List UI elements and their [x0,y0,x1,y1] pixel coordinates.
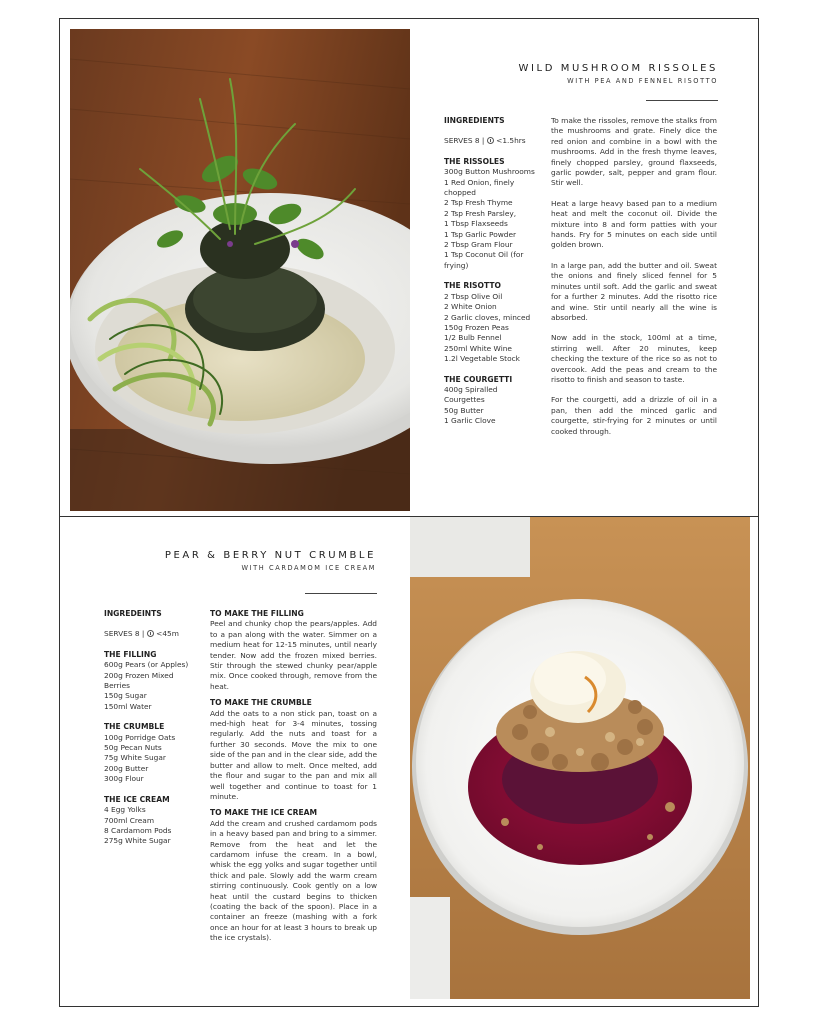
ingredient-item: 1 Tsp Coconut Oil (for frying) [444,250,524,270]
serves-text: SERVES 8 | [104,629,145,639]
mushroom-rissoles-illustration [70,29,410,511]
ingredient-item: 1 Red Onion, finely chopped [444,177,515,198]
ingredient-item: 250ml White Wine [444,343,512,353]
ingredient-item: 200g Butter [104,763,149,773]
serves-line [104,629,200,639]
ingredient-item: 8 Cardamom Pods [104,825,172,835]
ingredient-item: 2 Tbsp Gram Flour [444,240,513,250]
method-paragraph: In a large pan, add the butter and oil. Sweat the onions and finely sliced fennel for 5 minutes until soft. Add the garlic and sweat for a further 2 minutes. Add the risotto rice and wine. Stir until nearly all the wine is absorbed. [551,260,717,322]
ingredient-item: 100g Porridge Oats [104,732,176,742]
ingredient-item: 600g Pears (or Apples) [104,660,189,670]
ingredient-item: 1.2l Vegetable Stock [444,354,520,364]
group-heading: THE FILLING [104,649,157,659]
nut-crumble-illustration [410,517,750,999]
ingredient-item: 50g Pecan Nuts [104,743,162,753]
nut-crumble-photo [410,517,750,999]
ingredient-item: 1 Garlic Clove [444,416,496,426]
method-heading: TO MAKE THE FILLING [210,609,304,618]
method-paragraph: Heat a large heavy based pan to a medium heat and melt the coconut oil. Divide the mixture into 8 and form patties with your hands. Fry for 5 minutes on each side until golden brown. [551,198,717,250]
ingredient-item: 50g Butter [444,405,484,415]
recipe-title: WILD MUSHROOM RISSOLES [518,63,718,74]
ingredient-item: 2 White Onion [444,302,497,312]
serves-text: SERVES 8 | [444,136,485,146]
mushroom-rissoles-photo [70,29,410,511]
method-heading: TO MAKE THE ICE CREAM [210,808,318,818]
ingredients-heading: IINGREDIENTS [444,116,505,125]
serves-line [444,136,540,146]
group-heading: THE RISOTTO [444,281,501,291]
ingredient-item: 1 Tsp Garlic Powder [444,229,517,239]
method-paragraph: For the courgetti, add a drizzle of oil in a pan, then add the minced garlic and courgette, stir-frying for 2 minutes or until cooked through. [551,395,717,436]
ingredient-item: 150g Sugar [104,691,147,701]
method-paragraph: Peel and chunky chop the pears/apples. Add to a pan along with the water. Simmer on a medium heat for 12-15 minutes, until nearly tender. Now add the frozen mixed berries. Stir through the stewed chunky pear/apple mix. Once cooked through, remove from the heat. [210,619,377,691]
method-paragraph: To make the rissoles, remove the stalks from the mushrooms and grate. Finely dice the red onion and combine in a bowl with the mushrooms. Add in the fresh thyme leaves, finely chopped parsley, ground flaxseeds, garlic powder, salt, pepper and gram flour. Stir well. [551,116,717,188]
method-paragraph: Add the oats to a non stick pan, toast on a med-high heat for 3-4 minutes, tossing regularly. Add the nuts and toast for a further 30 seconds. Move the mix to one side of the pan and in the clear side, add the butter and allow to melt. Once melted, add the flour and sugar to the pan and mix all well together and continue to toast for 1 minute. [210,708,377,801]
ingredient-item: 2 Tsp Fresh Thyme [444,198,513,208]
recipe-page-nut-crumble [59,517,759,1007]
ingredient-item: 150g Frozen Peas [444,322,509,332]
ingredient-item: 200g Frozen Mixed Berries [104,670,174,691]
recipe-title: PEAR & BERRY NUT CRUMBLE [164,550,376,561]
clock-icon [487,137,494,144]
ingredient-item: 1 Tbsp Flaxseeds [444,219,508,229]
ingredient-item: 150ml Water [104,701,152,711]
title-underline [305,593,377,594]
ingredient-item: 300g Flour [104,774,144,784]
method-column [551,116,717,437]
group-heading: THE COURGETTI [444,374,513,384]
method-paragraph: Add the cream and crushed cardamom pods in a heavy based pan and bring to a simmer. Remove from the heat and let the cardamom infuse the cream. In a bowl, whisk the egg yolks and sugar together until thick and pale. Slowly add the warm cream stirring continuously. Cook gently on a low heat until the custard begins to thicken (coating the back of the spoon). Place in a container an freeze (mashing with a fork once an hour for at least 3 hours to break up the ice crystals). [210,818,377,943]
clock-icon [147,630,154,637]
group-heading: THE RISSOLES [444,156,505,166]
recipe-subtitle: WITH PEA AND FENNEL RISOTTO [567,77,718,85]
ingredient-item: 275g White Sugar [104,836,171,846]
method-paragraph: Now add in the stock, 100ml at a time, stirring well. After 20 minutes, keep checking the texture of the rice so as not to overcook. Add the peas and cream to the risotto to finish and season to taste. [551,333,717,384]
ingredient-item: 1/2 Bulb Fennel [444,333,502,343]
recipe-title-block [165,550,376,572]
group-heading: THE CRUMBLE [104,722,165,732]
ingredient-item: 700ml Cream [104,815,155,825]
ingredient-item: 300g Button Mushrooms [444,167,535,177]
ingredient-item: 2 Garlic cloves, minced [444,312,531,322]
ingredients-heading: INGREDEINTS [104,609,162,618]
ingredient-item: 2 Tbsp Olive Oil [444,291,503,301]
time-text: <45m [156,629,179,639]
ingredients-column [444,116,540,427]
ingredients-column [104,609,200,847]
ingredient-item: 2 Tsp Fresh Parsley, [444,208,517,218]
ingredient-item: 75g White Sugar [104,753,166,763]
recipe-title-block [519,63,719,85]
title-underline [646,100,718,101]
method-heading: TO MAKE THE CRUMBLE [210,698,312,708]
method-column [210,609,377,944]
recipe-subtitle: WITH CARDAMOM ICE CREAM [241,564,376,572]
recipe-page-mushroom-rissoles [59,18,759,517]
ingredient-item: 400g Spiralled Courgettes [444,384,498,405]
time-text: <1.5hrs [496,136,526,146]
ingredient-item: 4 Egg Yolks [104,805,146,815]
group-heading: THE ICE CREAM [104,794,170,804]
